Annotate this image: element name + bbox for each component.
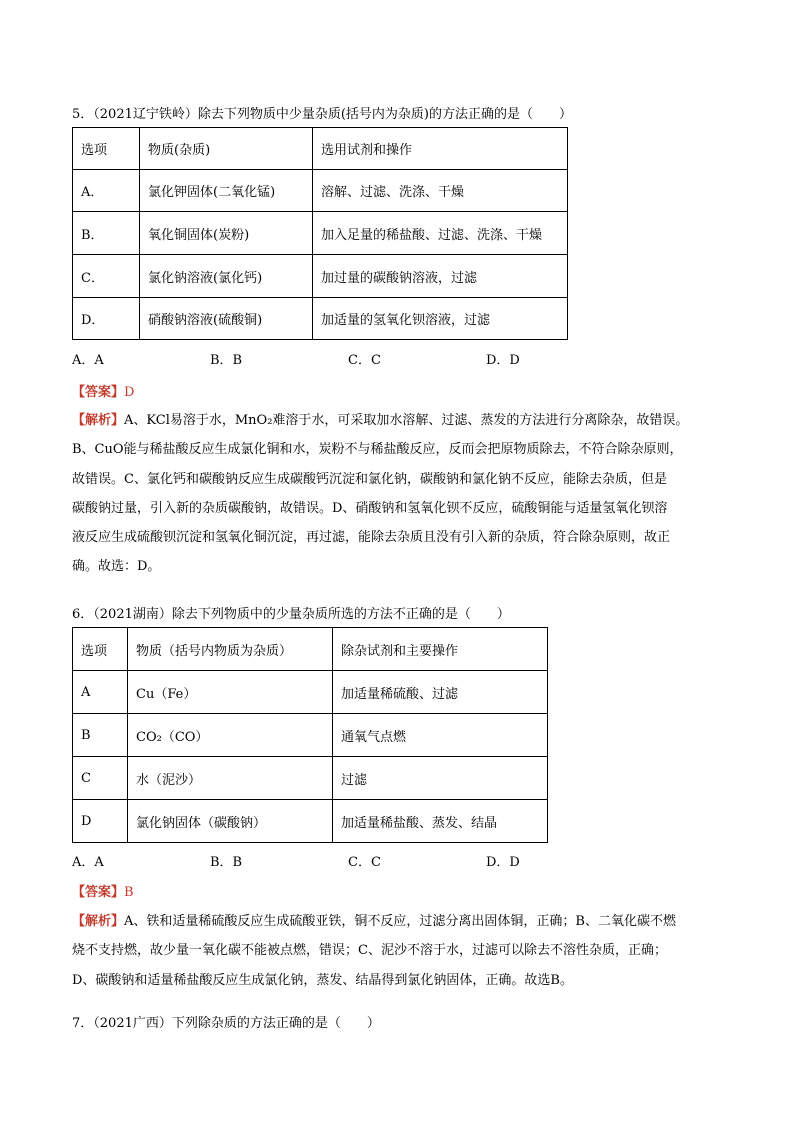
- analysis-line: 碳酸钠过量，引入新的杂质碳酸钠，故错误。D、硝酸钠和氢氧化钡不反应，硫酸铜能与适量氢氧化钡溶: [72, 500, 668, 516]
- table-cell: 氯化钠固体（碳酸钠）: [128, 800, 333, 843]
- answer-tag: 【答案】: [72, 385, 125, 400]
- table-cell: 过滤: [333, 757, 548, 800]
- answer-value: D: [124, 385, 135, 400]
- q5-table: [72, 127, 568, 340]
- table-cell: 加入足量的稀盐酸、过滤、洗涤、干燥: [313, 212, 568, 255]
- analysis-line: B、CuO能与稀盐酸反应生成氯化铜和水，炭粉不与稀盐酸反应，反而会把原物质除去，不符合除杂原则，: [72, 442, 683, 458]
- table-row: [73, 714, 548, 757]
- option-b: B．B: [210, 353, 243, 368]
- table-cell: 加适量稀盐酸、蒸发、结晶: [333, 800, 548, 843]
- analysis-line: D、碳酸钠和适量稀盐酸反应生成氯化钠，蒸发、结晶得到氯化钠固体，正确。故选B。: [72, 972, 573, 988]
- table-cell: C．: [73, 255, 140, 298]
- q5-title: 5．（2021辽宁铁岭）除去下列物质中少量杂质(括号内为杂质)的方法正确的是（ ）: [72, 107, 572, 122]
- table-row: [73, 298, 568, 340]
- analysis-line: [72, 406, 722, 435]
- table-row: [73, 671, 548, 714]
- table-header-row: [73, 628, 548, 671]
- q6-analysis: [72, 907, 722, 995]
- table-row: [73, 757, 548, 800]
- table-row: [73, 800, 548, 843]
- header-cell: 除杂试剂和主要操作: [333, 628, 548, 671]
- q5-analysis: [72, 406, 722, 582]
- answer-tag: 【答案】: [72, 885, 125, 900]
- table-row: [73, 170, 568, 212]
- table-row: [73, 212, 568, 255]
- option-c: C．C: [348, 353, 381, 368]
- option-b: B．B: [210, 855, 243, 870]
- table-cell: 加适量稀硫酸、过滤: [333, 671, 548, 714]
- option-d: D．D: [486, 353, 520, 368]
- header-cell: 选项: [73, 628, 128, 671]
- table-cell: A: [73, 671, 128, 714]
- header-cell: 选项: [73, 128, 140, 170]
- table-cell: 水（泥沙）: [128, 757, 333, 800]
- table-cell: 溶解、过滤、洗涤、干燥: [313, 170, 568, 212]
- table-cell: Cu（Fe）: [128, 671, 333, 714]
- table-cell: 加过量的碳酸钠溶液，过滤: [313, 255, 568, 298]
- analysis-tag: 【解析】: [72, 914, 125, 929]
- table-cell: A．: [73, 170, 140, 212]
- table-cell: CO₂（CO）: [128, 714, 333, 757]
- table-cell: B: [73, 714, 128, 757]
- table-cell: B．: [73, 212, 140, 255]
- analysis-line: 液反应生成硫酸钡沉淀和氢氧化铜沉淀，再过滤，能除去杂质且没有引入新的杂质，符合除杂原则，故正: [72, 530, 671, 546]
- analysis-line: 确。故选：D。: [72, 559, 161, 575]
- header-cell: 物质(杂质): [140, 128, 313, 170]
- option-c: C．C: [348, 855, 381, 870]
- option-a: A．A: [72, 353, 104, 368]
- table-cell: 加适量的氢氧化钡溶液，过滤: [313, 298, 568, 340]
- q6-answer: [72, 881, 134, 900]
- table-cell: 氯化钾固体(二氧化锰): [140, 170, 313, 212]
- table-header-row: [73, 128, 568, 170]
- option-a: A．A: [72, 855, 104, 870]
- answer-value: B: [124, 885, 134, 900]
- q6-title: 6．（2021湖南）除去下列物质中的少量杂质所选的方法不正确的是（ ）: [72, 607, 510, 622]
- table-cell: D: [73, 800, 128, 843]
- table-cell: D．: [73, 298, 140, 340]
- q5-answer: [72, 381, 134, 400]
- analysis-line: [72, 907, 722, 936]
- table-cell: 通氧气点燃: [333, 714, 548, 757]
- q7-title: 7．（2021广西）下列除杂质的方法正确的是（ ）: [72, 1016, 380, 1031]
- analysis-text: A、KCl易溶于水，MnO₂难溶于水，可采取加水溶解、过滤、蒸发的方法进行分离除杂，故错误。: [124, 413, 689, 428]
- q6-table: [72, 627, 548, 843]
- header-cell: 选用试剂和操作: [313, 128, 568, 170]
- table-cell: 硝酸钠溶液(硫酸铜): [140, 298, 313, 340]
- table-cell: C: [73, 757, 128, 800]
- table-row: [73, 255, 568, 298]
- analysis-tag: 【解析】: [72, 413, 125, 428]
- analysis-line: 故错误。C、氯化钙和碳酸钠反应生成碳酸钙沉淀和氯化钠，碳酸钠和氯化钠不反应，能除去杂质，但是: [72, 471, 667, 487]
- option-d: D．D: [486, 855, 520, 870]
- analysis-line: 烧不支持燃，故少量一氧化碳不能被点燃，错误；C、泥沙不溶于水，过滤可以除去不溶性杂质，正确；: [72, 943, 667, 959]
- table-cell: 氧化铜固体(炭粉): [140, 212, 313, 255]
- header-cell: 物质（括号内物质为杂质）: [128, 628, 333, 671]
- table-cell: 氯化钠溶液(氯化钙): [140, 255, 313, 298]
- analysis-text: A、铁和适量稀硫酸反应生成硫酸亚铁，铜不反应，过滤分离出固体铜，正确；B、二氧化碳不燃: [124, 914, 676, 929]
